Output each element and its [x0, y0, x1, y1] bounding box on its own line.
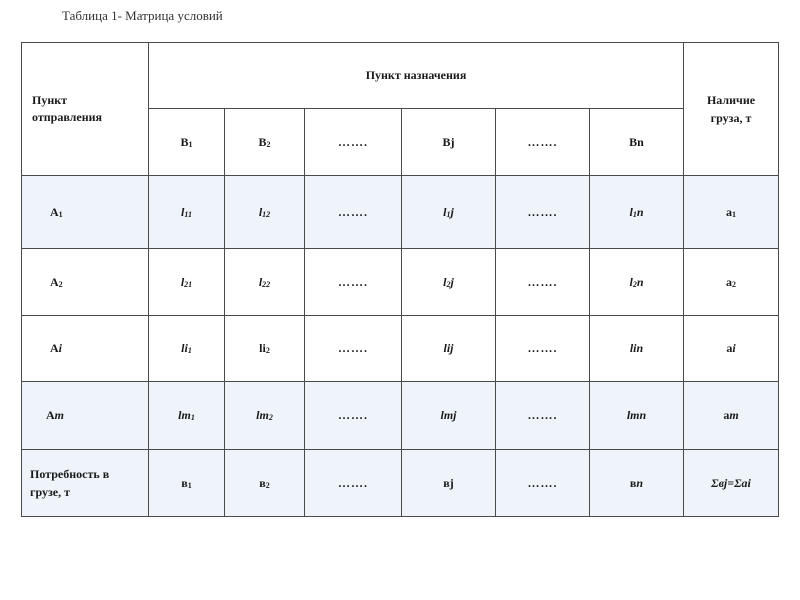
col-header-b2: $В_2$ [225, 109, 305, 176]
cell-lm1: $lm_1$ [149, 382, 225, 450]
supply-header-cell [684, 43, 779, 176]
cell-l2n: $l_2n$ [590, 249, 684, 316]
cell-dots: ……. [496, 249, 590, 316]
supply-am: аm [684, 382, 779, 450]
cell-l22: $l_{22}$ [225, 249, 305, 316]
cell-dots: ……. [305, 176, 402, 249]
demand-row [22, 450, 779, 517]
cell-lmn: lmn [590, 382, 684, 450]
table-row [22, 316, 779, 382]
demand-label: Потребность в грузе, т [22, 450, 149, 517]
cell-l1n: $l_1n$ [590, 176, 684, 249]
origin-header-label: Пункт отправления [32, 93, 103, 124]
col-header-dots-1: ……. [305, 109, 402, 176]
col-header-dots-2: ……. [496, 109, 590, 176]
supply-a1: $а_1$ [684, 176, 779, 249]
row-label-am: Аm [22, 382, 149, 450]
cell-l11: $l_{11}$ [149, 176, 225, 249]
destination-header-label: Пункт назначения [365, 68, 467, 82]
demand-dots: ……. [496, 450, 590, 517]
cell-dots: ……. [496, 316, 590, 382]
cell-lm2: $lm_2$ [225, 382, 305, 450]
cell-dots: ……. [496, 176, 590, 249]
col-header-b1: $В_1$ [149, 109, 225, 176]
table-row [22, 176, 779, 249]
cell-l21: $l_{21}$ [149, 249, 225, 316]
cell-dots: ……. [305, 249, 402, 316]
destination-header-cell [149, 43, 684, 109]
table-row [22, 382, 779, 450]
row-label-ai: Аi [22, 316, 149, 382]
cell-l12: $l_{12}$ [225, 176, 305, 249]
demand-dots: ……. [305, 450, 402, 517]
cell-dots: ……. [305, 382, 402, 450]
cell-li2: $li_2$ [225, 316, 305, 382]
table-caption: Таблица 1- Матрица условий [62, 8, 223, 23]
cell-lin: lin [590, 316, 684, 382]
cell-l2j: $l_2j$ [402, 249, 496, 316]
cell-li1: $li_1$ [149, 316, 225, 382]
col-header-bn: Вn [590, 109, 684, 176]
cell-lij: lij [402, 316, 496, 382]
cell-dots: ……. [496, 382, 590, 450]
col-header-bj: Вj [402, 109, 496, 176]
demand-b2: $в_2$ [225, 450, 305, 517]
table-row [22, 249, 779, 316]
conditions-matrix-table [21, 42, 779, 517]
header-row-top [22, 43, 779, 109]
row-label-a1: $А_1$ [22, 176, 149, 249]
supply-header-label: Наличие груза, т [706, 93, 756, 125]
origin-header-cell [22, 43, 149, 176]
cell-lmj: lmj [402, 382, 496, 450]
demand-bj: вj [402, 450, 496, 517]
cell-l1j: $l_1j$ [402, 176, 496, 249]
demand-bn: вn [590, 450, 684, 517]
supply-a2: $а_2$ [684, 249, 779, 316]
demand-b1: $в_1$ [149, 450, 225, 517]
cell-dots: ……. [305, 316, 402, 382]
supply-ai: аi [684, 316, 779, 382]
demand-total: Σвj=Σаi [684, 450, 779, 517]
row-label-a2: $А_2$ [22, 249, 149, 316]
